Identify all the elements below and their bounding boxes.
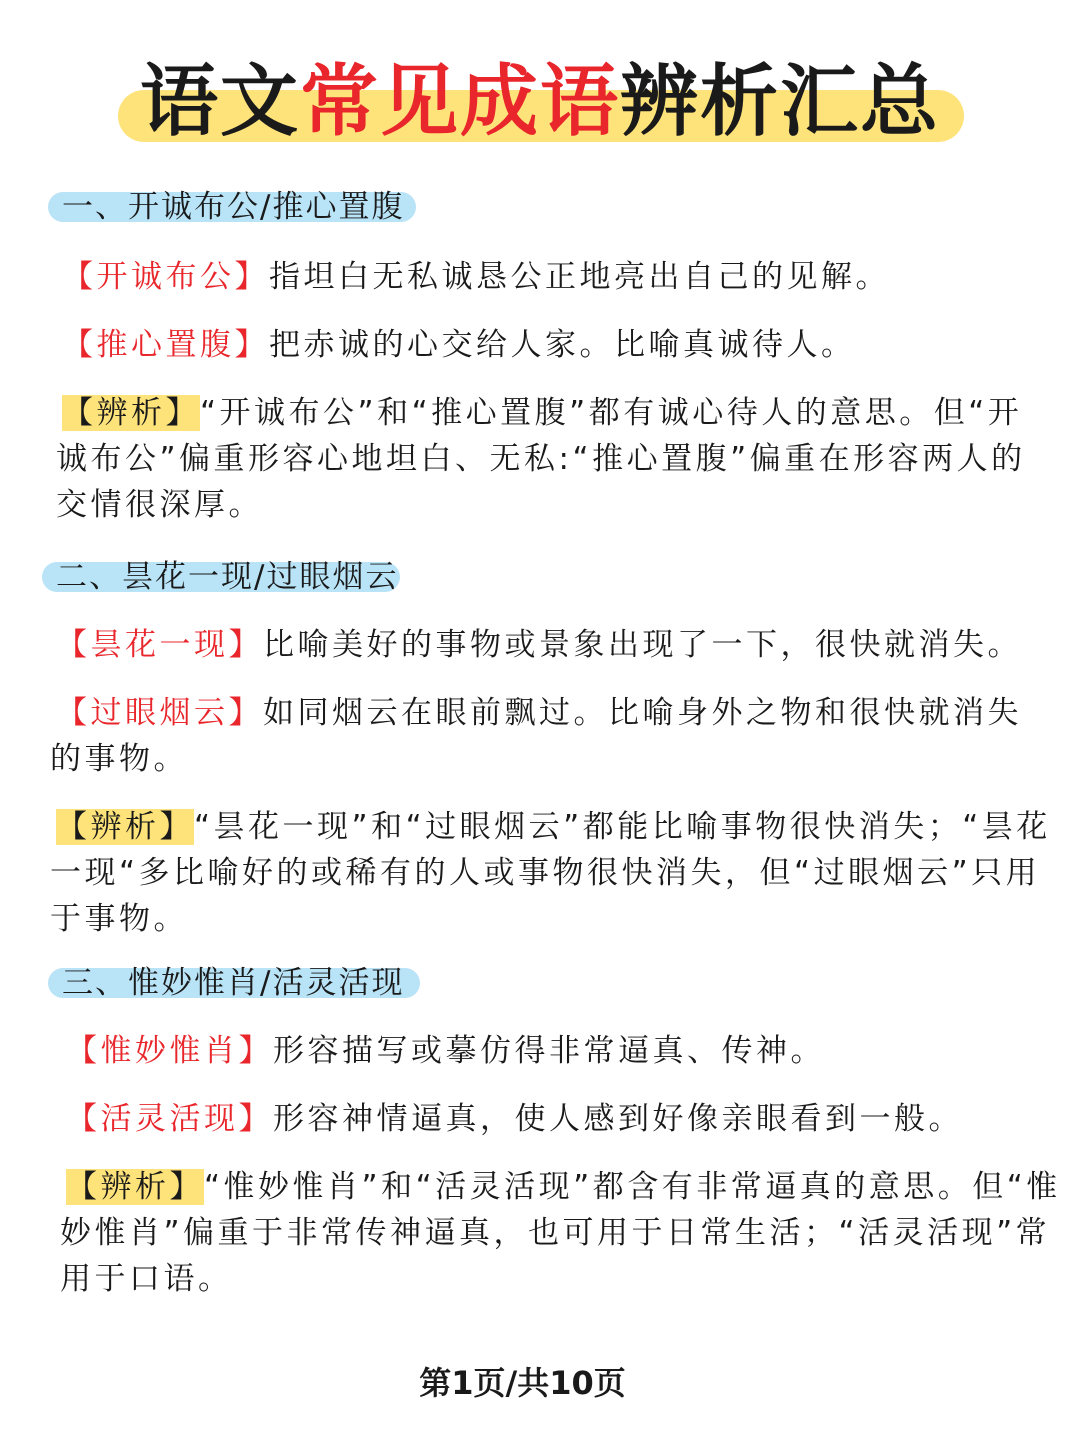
analysis-tag: 【辨析】 (56, 809, 194, 845)
section-heading-text: 一、开诚布公/推心置腹 (62, 189, 405, 225)
analysis-line (56, 804, 1051, 850)
term-tag: 【昙花一现】 (56, 627, 263, 663)
term-definition: 把赤诚的心交给人家。比喻真诚待人。 (269, 327, 856, 363)
analysis-text: 用于口语。 (60, 1261, 233, 1297)
analysis-text: “惟妙惟肖”和“活灵活现”都含有非常逼真的意思。但“惟 (204, 1169, 1061, 1205)
term-tag: 【推心置腹】 (62, 327, 269, 363)
analysis-text: “开诚布公”和“推心置腹”都有诚心待人的意思。但“开 (200, 395, 1023, 431)
analysis-line (60, 1256, 233, 1302)
title-block (0, 48, 1080, 158)
analysis-text: 于事物。 (50, 901, 188, 937)
analysis-line (56, 482, 263, 528)
term-definition: 形容神情逼真，使人感到好像亲眼看到一般。 (273, 1101, 963, 1137)
term-tag: 【惟妙惟肖】 (66, 1033, 273, 1069)
section-heading-text: 二、昙花一现/过眼烟云 (56, 559, 399, 595)
analysis-text: 一现“多比喻好的或稀有的人或事物很快消失，但“过眼烟云”只用 (50, 855, 1041, 891)
analysis-line (62, 390, 1022, 436)
term-definition: 比喻美好的事物或景象出现了一下，很快就消失。 (263, 627, 1022, 663)
analysis-text: “昙花一现”和“过眼烟云”都能比喻事物很快消失；“昙花 (194, 809, 1051, 845)
term-row (66, 1096, 963, 1142)
page-title (0, 54, 1080, 150)
title-part-3: 辨析汇总 (620, 57, 941, 147)
section-heading-3 (48, 960, 428, 1006)
term-definition: 形容描写或摹仿得非常逼真、传神。 (273, 1033, 825, 1069)
analysis-text: 交情很深厚。 (56, 487, 263, 523)
title-part-1: 语文 (139, 57, 300, 147)
analysis-line (60, 1210, 1050, 1256)
analysis-line (50, 850, 1040, 896)
term-definition: 如同烟云在眼前飘过。比喻身外之物和很快就消失 (263, 695, 1022, 731)
analysis-line (56, 436, 1026, 482)
analysis-text: 诚布公”偏重形容心地坦白、无私:“推心置腹”偏重在形容两人的 (56, 441, 1026, 477)
section-heading-2 (42, 554, 412, 600)
analysis-line (66, 1164, 1061, 1210)
term-definition: 指坦白无私诚恳公正地亮出自己的见解。 (269, 259, 890, 295)
term-tag: 【开诚布公】 (62, 259, 269, 295)
section-heading-text: 三、惟妙惟肖/活灵活现 (62, 965, 405, 1001)
term-row (56, 690, 1022, 736)
analysis-line (50, 896, 188, 942)
term-row (66, 1028, 825, 1074)
section-heading-1 (48, 184, 428, 230)
term-row (62, 254, 890, 300)
term-row-continued (50, 736, 188, 782)
term-row (62, 322, 856, 368)
term-definition: 的事物。 (50, 741, 188, 777)
page-indicator: 第1页/共10页 (419, 1364, 626, 1402)
term-tag: 【活灵活现】 (66, 1101, 273, 1137)
analysis-tag: 【辨析】 (62, 395, 200, 431)
analysis-tag: 【辨析】 (66, 1169, 204, 1205)
analysis-text: 妙惟肖”偏重于非常传神逼真，也可用于日常生活；“活灵活现”常 (60, 1215, 1051, 1251)
term-row (56, 622, 1022, 668)
term-tag: 【过眼烟云】 (56, 695, 263, 731)
title-part-2: 常见成语 (299, 57, 620, 147)
